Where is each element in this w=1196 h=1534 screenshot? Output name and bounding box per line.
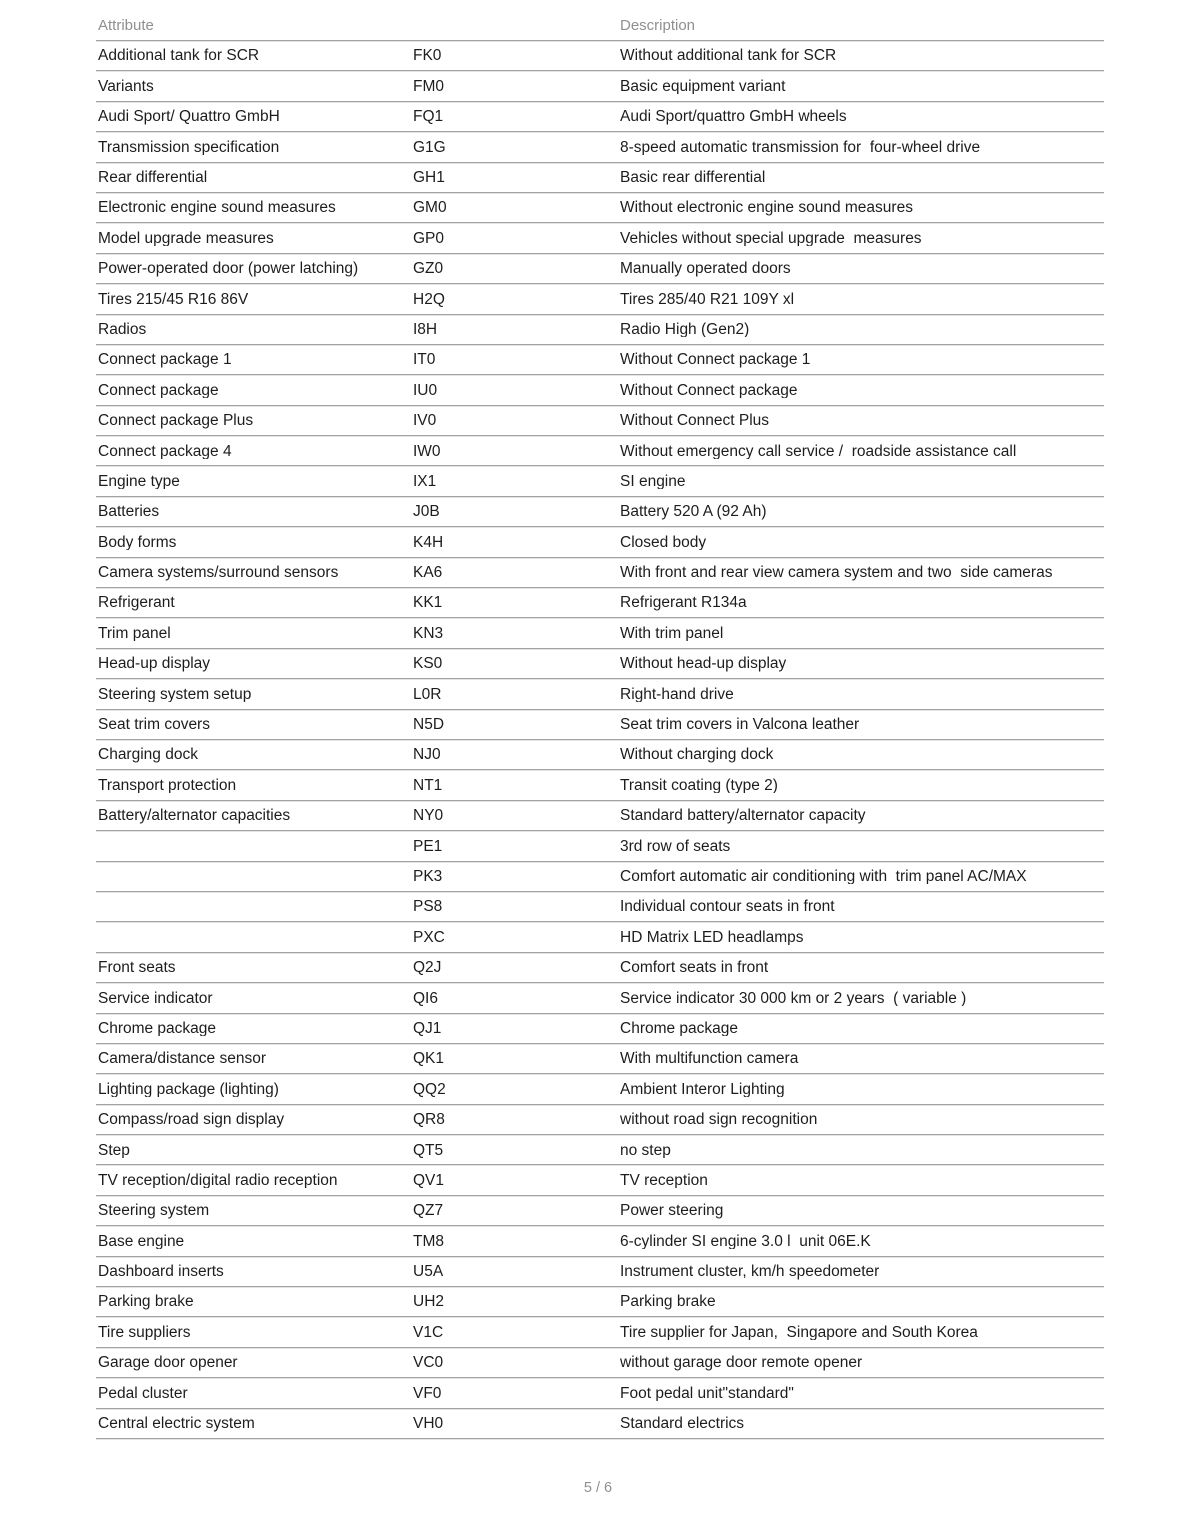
description-cell: Standard battery/alternator capacity bbox=[620, 807, 866, 824]
description-cell: Radio High (Gen2) bbox=[620, 320, 750, 338]
attribute-cell: Base engine bbox=[98, 1232, 185, 1250]
code-cell: IU0 bbox=[413, 381, 438, 399]
attribute-cell: Lighting package (lighting) bbox=[98, 1080, 279, 1098]
description-cell: HD Matrix LED headlamps bbox=[620, 928, 804, 946]
code-cell: QT5 bbox=[413, 1141, 444, 1158]
code-cell: QI6 bbox=[413, 989, 438, 1007]
description-cell: Individual contour seats in front bbox=[620, 898, 835, 915]
code-cell: VC0 bbox=[413, 1354, 444, 1371]
attribute-cell: TV reception/digital radio reception bbox=[98, 1171, 338, 1189]
code-cell: IW0 bbox=[413, 442, 441, 460]
table-row bbox=[96, 222, 1104, 252]
description-cell: Without emergency call service / roadside assistance call bbox=[620, 442, 1017, 460]
table-row bbox=[96, 496, 1104, 526]
table-row bbox=[96, 769, 1104, 799]
description-cell: without garage door remote opener bbox=[620, 1354, 863, 1371]
code-cell: TM8 bbox=[413, 1232, 444, 1250]
table-row bbox=[96, 982, 1104, 1012]
attribute-cell: Step bbox=[98, 1141, 130, 1158]
attribute-cell: Connect package 1 bbox=[98, 351, 232, 368]
description-cell: SI engine bbox=[620, 472, 686, 490]
table-row bbox=[96, 314, 1104, 344]
description-cell: Standard electrics bbox=[620, 1415, 745, 1432]
description-cell: Ambient Interor Lighting bbox=[620, 1080, 785, 1098]
code-cell: NY0 bbox=[413, 807, 444, 824]
attribute-cell: Garage door opener bbox=[98, 1354, 238, 1371]
table-row bbox=[96, 374, 1104, 404]
code-cell: L0R bbox=[413, 685, 442, 703]
attribute-cell: Variants bbox=[98, 77, 154, 95]
table-row bbox=[96, 830, 1104, 860]
code-cell: G1G bbox=[413, 138, 446, 156]
code-cell: NJ0 bbox=[413, 746, 441, 763]
attribute-cell: Transmission specification bbox=[98, 138, 280, 156]
description-cell: Basic rear differential bbox=[620, 169, 766, 186]
description-cell: Without charging dock bbox=[620, 746, 774, 763]
attribute-cell: Body forms bbox=[98, 533, 177, 551]
table-row bbox=[96, 1164, 1104, 1194]
code-cell: QK1 bbox=[413, 1050, 445, 1067]
description-cell: Right-hand drive bbox=[620, 685, 734, 703]
description-cell: TV reception bbox=[620, 1171, 708, 1189]
attribute-cell: Refrigerant bbox=[98, 594, 175, 611]
table-row bbox=[96, 921, 1104, 951]
description-cell: 6-cylinder SI engine 3.0 l unit 06E.K bbox=[620, 1232, 871, 1250]
attribute-cell: Connect package Plus bbox=[98, 412, 254, 429]
table-row bbox=[96, 131, 1104, 161]
table-row bbox=[96, 709, 1104, 739]
description-cell: Audi Sport/quattro GmbH wheels bbox=[620, 108, 847, 125]
attribute-cell: Battery/alternator capacities bbox=[98, 807, 291, 824]
table-row bbox=[96, 344, 1104, 374]
code-cell: IV0 bbox=[413, 412, 437, 429]
description-cell: Transit coating (type 2) bbox=[620, 776, 778, 794]
description-cell: 3rd row of seats bbox=[620, 837, 731, 855]
attribute-cell: Steering system bbox=[98, 1202, 210, 1219]
table-row bbox=[96, 1377, 1104, 1407]
attribute-cell: Audi Sport/ Quattro GmbH bbox=[98, 108, 280, 125]
code-cell: QV1 bbox=[413, 1171, 445, 1189]
attribute-cell bbox=[96, 905, 413, 907]
table-row bbox=[96, 1195, 1104, 1225]
code-cell: FM0 bbox=[413, 77, 444, 95]
description-cell: Without Connect package bbox=[620, 381, 798, 399]
table-row bbox=[96, 617, 1104, 647]
attribute-cell: Tire suppliers bbox=[98, 1323, 191, 1341]
description-cell: Tire supplier for Japan, Singapore and South Korea bbox=[620, 1323, 978, 1341]
code-cell: K4H bbox=[413, 533, 444, 551]
column-header-description: Description bbox=[620, 17, 696, 34]
code-cell: PXC bbox=[413, 928, 445, 946]
table-row bbox=[96, 1347, 1104, 1377]
table-row bbox=[96, 253, 1104, 283]
code-cell: I8H bbox=[413, 320, 438, 338]
attribute-cell: Model upgrade measures bbox=[98, 229, 274, 247]
code-cell: VH0 bbox=[413, 1415, 444, 1432]
code-cell: QJ1 bbox=[413, 1019, 442, 1037]
table-row bbox=[96, 283, 1104, 313]
attribute-cell: Radios bbox=[98, 320, 147, 338]
code-cell: VF0 bbox=[413, 1384, 442, 1402]
table-row bbox=[96, 1256, 1104, 1286]
attribute-cell: Engine type bbox=[98, 472, 180, 490]
description-cell: Basic equipment variant bbox=[620, 77, 786, 95]
description-cell: Chrome package bbox=[620, 1019, 739, 1037]
code-cell: KN3 bbox=[413, 624, 444, 642]
attribute-cell: Tires 215/45 R16 86V bbox=[98, 290, 249, 308]
description-cell: 8-speed automatic transmission for four-wheel drive bbox=[620, 138, 981, 156]
description-cell: Closed body bbox=[620, 533, 707, 551]
code-cell: QQ2 bbox=[413, 1080, 446, 1098]
attribute-cell: Power-operated door (power latching) bbox=[98, 260, 359, 277]
description-cell: Without electronic engine sound measures bbox=[620, 199, 913, 216]
description-cell: With front and rear view camera system and two side cameras bbox=[620, 564, 1053, 581]
table-row bbox=[96, 648, 1104, 678]
attribute-cell: Pedal cluster bbox=[98, 1384, 188, 1402]
code-cell: U5A bbox=[413, 1263, 444, 1280]
description-cell: Vehicles without special upgrade measures bbox=[620, 229, 922, 247]
code-cell: GH1 bbox=[413, 169, 445, 186]
table-row bbox=[96, 1073, 1104, 1103]
code-cell: FQ1 bbox=[413, 108, 444, 125]
description-cell: Without head-up display bbox=[620, 655, 787, 672]
code-cell: Q2J bbox=[413, 959, 442, 976]
code-cell: PS8 bbox=[413, 898, 443, 915]
code-cell: IX1 bbox=[413, 472, 437, 490]
code-cell: NT1 bbox=[413, 776, 443, 794]
code-cell: PK3 bbox=[413, 867, 443, 885]
code-cell: H2Q bbox=[413, 290, 445, 308]
attribute-cell: Head-up display bbox=[98, 655, 211, 672]
table-row bbox=[96, 1134, 1104, 1164]
table-column-headers bbox=[96, 15, 1104, 37]
code-cell: QR8 bbox=[413, 1111, 445, 1128]
attribute-cell: Chrome package bbox=[98, 1019, 217, 1037]
description-cell: With multifunction camera bbox=[620, 1050, 799, 1067]
code-cell: PE1 bbox=[413, 837, 443, 855]
table-row bbox=[96, 192, 1104, 222]
column-header-attribute: Attribute bbox=[98, 17, 154, 34]
table-row bbox=[96, 1408, 1104, 1438]
attribute-cell: Front seats bbox=[98, 959, 176, 976]
attribute-cell: Connect package bbox=[98, 381, 219, 399]
description-cell: Manually operated doors bbox=[620, 260, 791, 277]
table-row bbox=[96, 1286, 1104, 1316]
table-row bbox=[96, 587, 1104, 617]
attribute-cell: Trim panel bbox=[98, 624, 171, 642]
table-row bbox=[96, 465, 1104, 495]
code-cell: KS0 bbox=[413, 655, 443, 672]
table-row bbox=[96, 1104, 1104, 1134]
attribute-cell: Camera systems/surround sensors bbox=[98, 564, 339, 581]
table-row bbox=[96, 1043, 1104, 1073]
page-number: 5 / 6 bbox=[583, 1480, 613, 1496]
attribute-cell: Electronic engine sound measures bbox=[98, 199, 336, 216]
code-cell: FK0 bbox=[413, 47, 442, 64]
attribute-cell: Parking brake bbox=[98, 1293, 194, 1310]
table-row bbox=[96, 891, 1104, 921]
attribute-cell: Compass/road sign display bbox=[98, 1111, 285, 1128]
table-row bbox=[96, 101, 1104, 131]
code-cell: V1C bbox=[413, 1323, 444, 1341]
attribute-cell: Service indicator bbox=[98, 989, 213, 1007]
code-cell: UH2 bbox=[413, 1293, 445, 1310]
description-cell: Refrigerant R134a bbox=[620, 594, 747, 611]
description-cell: Power steering bbox=[620, 1202, 724, 1219]
table-row bbox=[96, 40, 1104, 70]
attribute-cell bbox=[96, 875, 413, 877]
code-cell: J0B bbox=[413, 503, 440, 520]
attribute-cell: Camera/distance sensor bbox=[98, 1050, 266, 1067]
table-body bbox=[96, 40, 1104, 1440]
attribute-cell: Central electric system bbox=[98, 1415, 255, 1432]
description-cell: Without Connect package 1 bbox=[620, 351, 811, 368]
attribute-cell: Dashboard inserts bbox=[98, 1263, 224, 1280]
table-row bbox=[96, 678, 1104, 708]
table-row bbox=[96, 1225, 1104, 1255]
description-cell: no step bbox=[620, 1141, 671, 1158]
attribute-cell: Rear differential bbox=[98, 169, 208, 186]
attribute-cell: Seat trim covers bbox=[98, 716, 210, 733]
table-row bbox=[96, 557, 1104, 587]
description-cell: Service indicator 30 000 km or 2 years ( variable ) bbox=[620, 989, 967, 1007]
attribute-cell: Steering system setup bbox=[98, 685, 252, 703]
description-cell: Foot pedal unit"standard" bbox=[620, 1384, 794, 1402]
code-cell: KK1 bbox=[413, 594, 443, 611]
description-cell: without road sign recognition bbox=[620, 1111, 818, 1128]
description-cell: Instrument cluster, km/h speedometer bbox=[620, 1263, 880, 1280]
table-row bbox=[96, 739, 1104, 769]
description-cell: Comfort automatic air conditioning with trim panel AC/MAX bbox=[620, 867, 1027, 885]
attribute-cell bbox=[96, 844, 413, 846]
description-cell: Parking brake bbox=[620, 1293, 716, 1310]
description-cell: Comfort seats in front bbox=[620, 959, 769, 976]
description-cell: Without Connect Plus bbox=[620, 412, 770, 429]
code-cell: GZ0 bbox=[413, 260, 444, 277]
attribute-cell: Transport protection bbox=[98, 776, 237, 794]
code-cell: GM0 bbox=[413, 199, 447, 216]
code-cell: QZ7 bbox=[413, 1202, 444, 1219]
code-cell: KA6 bbox=[413, 564, 443, 581]
description-cell: Tires 285/40 R21 109Y xl bbox=[620, 290, 795, 308]
table-row bbox=[96, 70, 1104, 100]
description-cell: Without additional tank for SCR bbox=[620, 47, 837, 64]
description-cell: With trim panel bbox=[620, 624, 724, 642]
description-cell: Seat trim covers in Valcona leather bbox=[620, 716, 860, 733]
attribute-cell bbox=[96, 936, 413, 938]
table-row bbox=[96, 162, 1104, 192]
attribute-cell: Connect package 4 bbox=[98, 442, 232, 460]
code-cell: N5D bbox=[413, 716, 445, 733]
table-row bbox=[96, 1316, 1104, 1346]
code-cell: IT0 bbox=[413, 351, 436, 368]
table-row bbox=[96, 952, 1104, 982]
code-cell: GP0 bbox=[413, 229, 445, 247]
description-cell: Battery 520 A (92 Ah) bbox=[620, 503, 767, 520]
table-row bbox=[96, 1013, 1104, 1043]
attribute-cell: Additional tank for SCR bbox=[98, 47, 260, 64]
table-row bbox=[96, 800, 1104, 830]
attribute-cell: Charging dock bbox=[98, 746, 198, 763]
table-row bbox=[96, 435, 1104, 465]
attribute-cell: Batteries bbox=[98, 503, 160, 520]
table-row bbox=[96, 405, 1104, 435]
table-row bbox=[96, 526, 1104, 556]
table-row bbox=[96, 861, 1104, 891]
